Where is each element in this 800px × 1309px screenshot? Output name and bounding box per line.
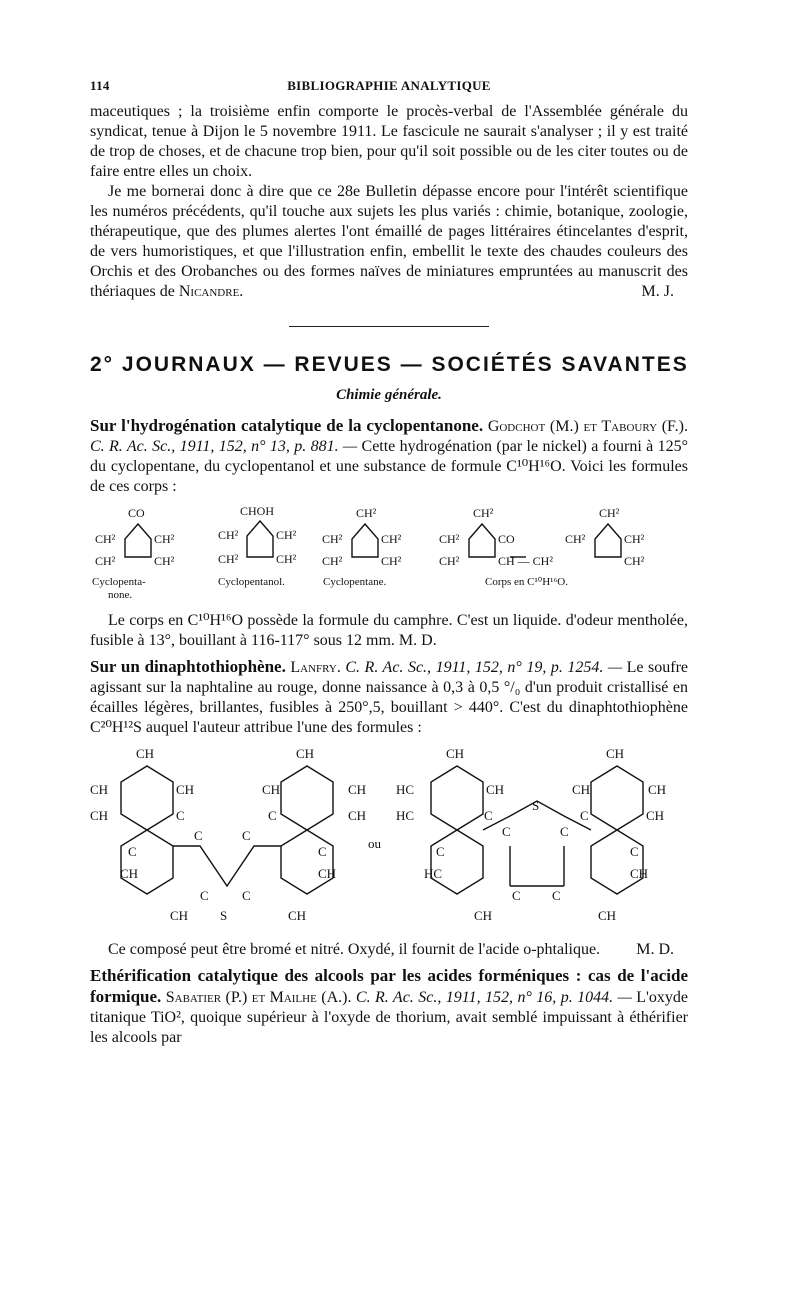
label-co-2: CO: [498, 532, 515, 546]
label-or: ou: [368, 836, 381, 851]
intro-paragraph-2: [90, 182, 688, 302]
svg-text:CH²: CH²: [218, 552, 239, 566]
svg-text:C: C: [436, 844, 445, 859]
svg-text:CH: CH: [170, 908, 189, 923]
caption-cyclopentanol: Cyclopentanol.: [218, 576, 285, 588]
svg-text:C: C: [128, 844, 137, 859]
article1-paragraph: [90, 416, 688, 497]
svg-text:CH: CH: [486, 782, 505, 797]
intro-paragraph-1: maceutiques ; la troisième enfin comporte le procès-verbal de l'Assemblée générale du syndicat, tenue à Dijon le 5 novembre 1911. Le fascicule ne saurait s'analyser ; il y est traité de trop de choses, et de chacune trop bien, pour qu'il soit possible ou de les citer toutes ou de faire entre elles un choix.: [90, 103, 688, 180]
svg-text:CH²: CH²: [439, 554, 460, 568]
label-choh: CHOH: [240, 504, 275, 518]
label-ch-1: CH: [136, 746, 155, 761]
svg-text:CH²: CH²: [276, 528, 297, 542]
svg-text:CH²: CH²: [381, 532, 402, 546]
section-title: 2° JOURNAUX — REVUES — SOCIÉTÉS SAVANTES: [90, 353, 689, 376]
page-number: 114: [90, 78, 110, 93]
article2-signature: M. D.: [636, 941, 674, 958]
svg-text:CH²: CH²: [154, 532, 175, 546]
svg-text:CH: CH: [288, 908, 307, 923]
svg-text:CH: CH: [296, 746, 315, 761]
label-ch2: CH²: [356, 506, 377, 520]
svg-text:CH: CH: [348, 782, 367, 797]
article2-body: Le soufre agissant sur la naphtaline au rouge, donne naissance à 0,3 à 0,5 °/₀ d'un produit cristallisé en écailles légères, brillantes, fusibles à 250°,5, bouillant > 440°. C'est du dinaphtothiophène C²⁰H¹²S auquel l'auteur attribue l'une des formules :: [90, 659, 689, 736]
svg-text:CH²: CH²: [565, 532, 586, 546]
svg-text:HC: HC: [424, 866, 443, 881]
svg-text:CH: CH: [646, 808, 665, 823]
svg-text:CH²: CH²: [624, 532, 645, 546]
article2-title: Sur un dinaphtothiophène.: [90, 657, 286, 676]
svg-text:C: C: [318, 844, 327, 859]
svg-text:C: C: [580, 808, 589, 823]
caption-cyclopentanone-1: Cyclopenta-: [92, 576, 146, 588]
article1-title: Sur l'hydrogénation catalytique de la cyclopentanone.: [90, 416, 484, 435]
svg-text:CH²: CH²: [322, 554, 343, 568]
svg-text:CH²: CH²: [154, 554, 175, 568]
svg-text:CH: CH: [598, 908, 617, 923]
svg-text:HC: HC: [396, 808, 415, 823]
article1-conclusion: [90, 611, 688, 651]
article2-ref: C. R. Ac. Sc., 1911, 152, n° 19, p. 1254. —: [345, 659, 623, 676]
svg-text:CH: CH: [120, 866, 139, 881]
cyclopentane-formulas-drawing: [90, 501, 688, 611]
svg-text:CH²: CH²: [439, 532, 460, 546]
svg-text:CH: CH: [606, 746, 625, 761]
svg-text:C: C: [552, 888, 561, 903]
intro-paragraph-2-text: Je me bornerai donc à dire que ce 28e Bulletin dépasse encore pour l'intérêt scientifique les numéros précédents, qu'il touche aux sujets les plus variés : chimie, botanique, zoologie, thérapeutique, que des plumes alertes l'ont émaillé de pages littéraires étincelantes d'esprit, de vers humoristiques, et que l'illustration enfin, embellit le texte des chaudes couleurs des Orchis et des Orobanches ou des formes naïves de miniatures empruntées au manuscrit des thériaques de: [90, 183, 688, 300]
label-s-1: S: [220, 908, 228, 923]
article3-ref: C. R. Ac. Sc., 1911, 152, n° 16, p. 1044. —: [355, 989, 632, 1006]
article3-paragraph: [90, 966, 688, 1048]
svg-text:C: C: [200, 888, 209, 903]
label-co: CO: [128, 506, 145, 520]
svg-text:CH²: CH²: [276, 552, 297, 566]
svg-text:CH²: CH²: [599, 506, 620, 520]
svg-text:CH: CH: [318, 866, 337, 881]
svg-text:C: C: [194, 828, 203, 843]
svg-text:CH: CH: [572, 782, 591, 797]
svg-text:C: C: [176, 808, 185, 823]
author-nicandre: Nicandre.: [178, 283, 244, 300]
svg-text:CH²: CH²: [381, 554, 402, 568]
svg-text:C: C: [512, 888, 521, 903]
svg-text:C: C: [268, 808, 277, 823]
intro-signature: M. J.: [641, 283, 674, 300]
svg-text:CH: CH: [348, 808, 367, 823]
svg-text:C: C: [484, 808, 493, 823]
svg-text:S: S: [532, 798, 540, 813]
dinaphtothiophene-formulas: [90, 746, 688, 934]
article2-paragraph: [90, 657, 688, 738]
article1-body: Cette hydrogénation (par le nickel) a fourni à 125° du cyclopentane, du cyclopentanol et une substance de formule C¹⁰H¹⁶O. Voici les formules de ces corps :: [90, 438, 688, 495]
cyclopentane-formulas: [90, 501, 688, 611]
section-divider: [289, 326, 489, 327]
article1-conclusion-text: Le corps en C¹⁰H¹⁶O possède la formule du camphre. C'est un liquide. d'odeur mentholée, fusible à 13°, bouillant à 116-117° sous 12 mm.: [90, 612, 688, 649]
svg-text:CH²: CH²: [95, 532, 116, 546]
svg-text:CH: CH: [630, 866, 649, 881]
article1-authors: Godchot (M.) et Taboury (F.).: [487, 418, 689, 435]
label-hc-1: HC: [396, 782, 415, 797]
svg-text:CH²: CH²: [322, 532, 343, 546]
article1-ref: C. R. Ac. Sc., 1911, 152, n° 13, p. 881. —: [90, 438, 358, 455]
svg-text:CH: CH: [648, 782, 667, 797]
svg-text:CH: CH: [90, 782, 109, 797]
page: [90, 78, 688, 1048]
caption-cyclopentane: Cyclopentane.: [323, 576, 387, 588]
article3-title: Ethérification catalytique des alcools par les acides forméniques : cas de l'acide formique.: [90, 966, 688, 1006]
svg-text:C: C: [560, 824, 569, 839]
svg-text:CH: CH: [446, 746, 465, 761]
article1-signature: M. D.: [398, 632, 437, 649]
svg-text:CH²: CH²: [624, 554, 645, 568]
running-title: BIBLIOGRAPHIE ANALYTIQUE: [287, 78, 491, 93]
svg-text:CH: CH: [474, 908, 493, 923]
running-header: [90, 78, 688, 102]
svg-text:CH²: CH²: [218, 528, 239, 542]
svg-text:CH: CH: [90, 808, 109, 823]
article3-authors: Sabatier (P.) et Mailhe (A.).: [165, 989, 352, 1006]
article2-authors: Lanfry.: [290, 659, 341, 676]
label-ch2-b: CH²: [473, 506, 494, 520]
svg-text:CH²: CH²: [95, 554, 116, 568]
article2-conclusion-text: Ce composé peut être bromé et nitré. Oxydé, il fournit de l'acide o-phtalique.: [108, 941, 601, 958]
caption-cyclopentanone-2: none.: [108, 589, 133, 601]
dinaphtothiophene-drawing: [90, 746, 688, 934]
svg-text:C: C: [630, 844, 639, 859]
article2-conclusion: [90, 940, 688, 960]
svg-text:C: C: [242, 828, 251, 843]
label-ch-dash: CH — CH²: [498, 554, 553, 568]
article3-body: L'oxyde titanique TiO², quoique supérieur à l'oxyde de thorium, avait semblé impuissant à éthérifier les alcools par: [90, 989, 689, 1046]
svg-text:CH: CH: [176, 782, 195, 797]
caption-corps: Corps en C¹⁰H¹⁶O.: [485, 576, 568, 588]
subsection-title: Chimie générale.: [336, 387, 442, 403]
svg-text:CH: CH: [262, 782, 281, 797]
svg-text:C: C: [242, 888, 251, 903]
svg-text:C: C: [502, 824, 511, 839]
